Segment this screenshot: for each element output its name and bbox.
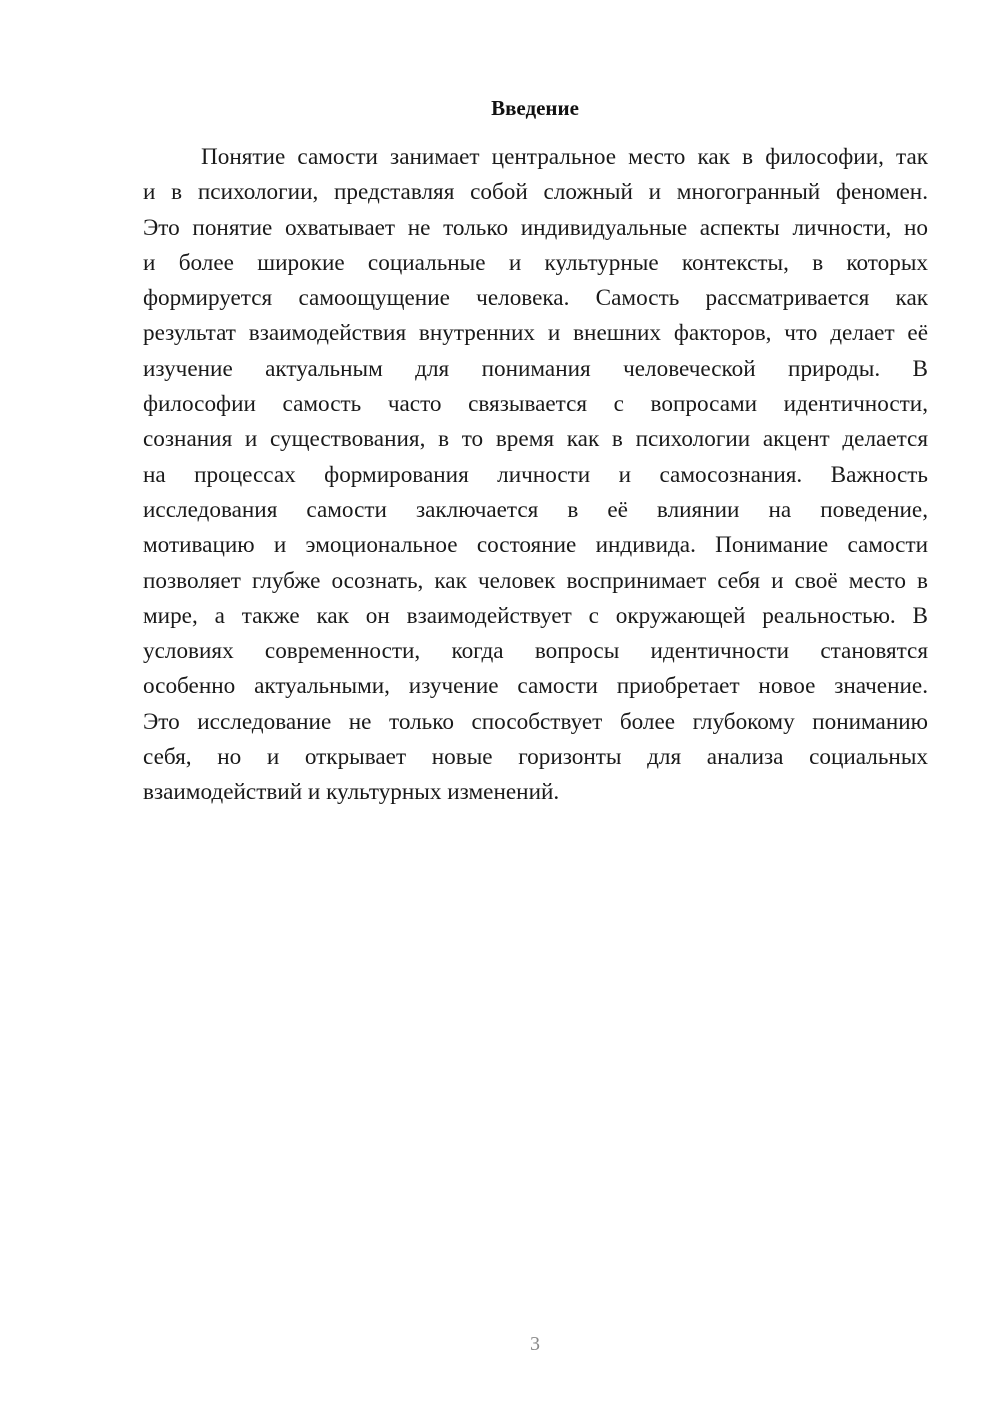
paragraph-line: результат взаимодействия внутренних и внешних факторов, что делает её bbox=[143, 320, 928, 347]
paragraph-line: позволяет глубже осознать, как человек воспринимает себя и своё место в bbox=[143, 567, 928, 594]
paragraph-line: условиях современности, когда вопросы идентичности становятся bbox=[143, 638, 928, 665]
paragraph-line: и более широкие социальные и культурные контексты, в которых bbox=[143, 249, 928, 276]
paragraph-line: изучение актуальным для понимания человеческой природы. В bbox=[143, 355, 928, 382]
paragraph-line: себя, но и открывает новые горизонты для анализа социальных bbox=[143, 744, 928, 771]
paragraph-line: исследования самости заключается в её влиянии на поведение, bbox=[143, 496, 928, 523]
paragraph-line: формируется самоощущение человека. Самость рассматривается как bbox=[143, 285, 928, 312]
paragraph-line: особенно актуальными, изучение самости приобретает новое значение. bbox=[143, 673, 928, 700]
paragraph-line: мире, а также как он взаимодействует с окружающей реальностью. В bbox=[143, 602, 928, 629]
intro-paragraph bbox=[143, 140, 928, 811]
page-number: 3 bbox=[530, 1333, 540, 1355]
paragraph-line: Это исследование не только способствует более глубокому пониманию bbox=[143, 708, 928, 735]
paragraph-line: на процессах формирования личности и самосознания. Важность bbox=[143, 461, 928, 488]
section-heading: Введение bbox=[491, 96, 579, 120]
paragraph-line: взаимодействий и культурных изменений. bbox=[143, 779, 560, 806]
paragraph-line: философии самость часто связывается с вопросами идентичности, bbox=[143, 391, 928, 418]
paragraph-line: Понятие самости занимает центральное место как в философии, так bbox=[201, 144, 928, 170]
paragraph-line: сознания и существования, в то время как в психологии акцент делается bbox=[143, 426, 928, 453]
paragraph-line: и в психологии, представляя собой сложный и многогранный феномен. bbox=[143, 179, 928, 206]
paragraph-line: мотивацию и эмоциональное состояние индивида. Понимание самости bbox=[143, 532, 928, 559]
paragraph-line: Это понятие охватывает не только индивидуальные аспекты личности, но bbox=[143, 214, 928, 241]
